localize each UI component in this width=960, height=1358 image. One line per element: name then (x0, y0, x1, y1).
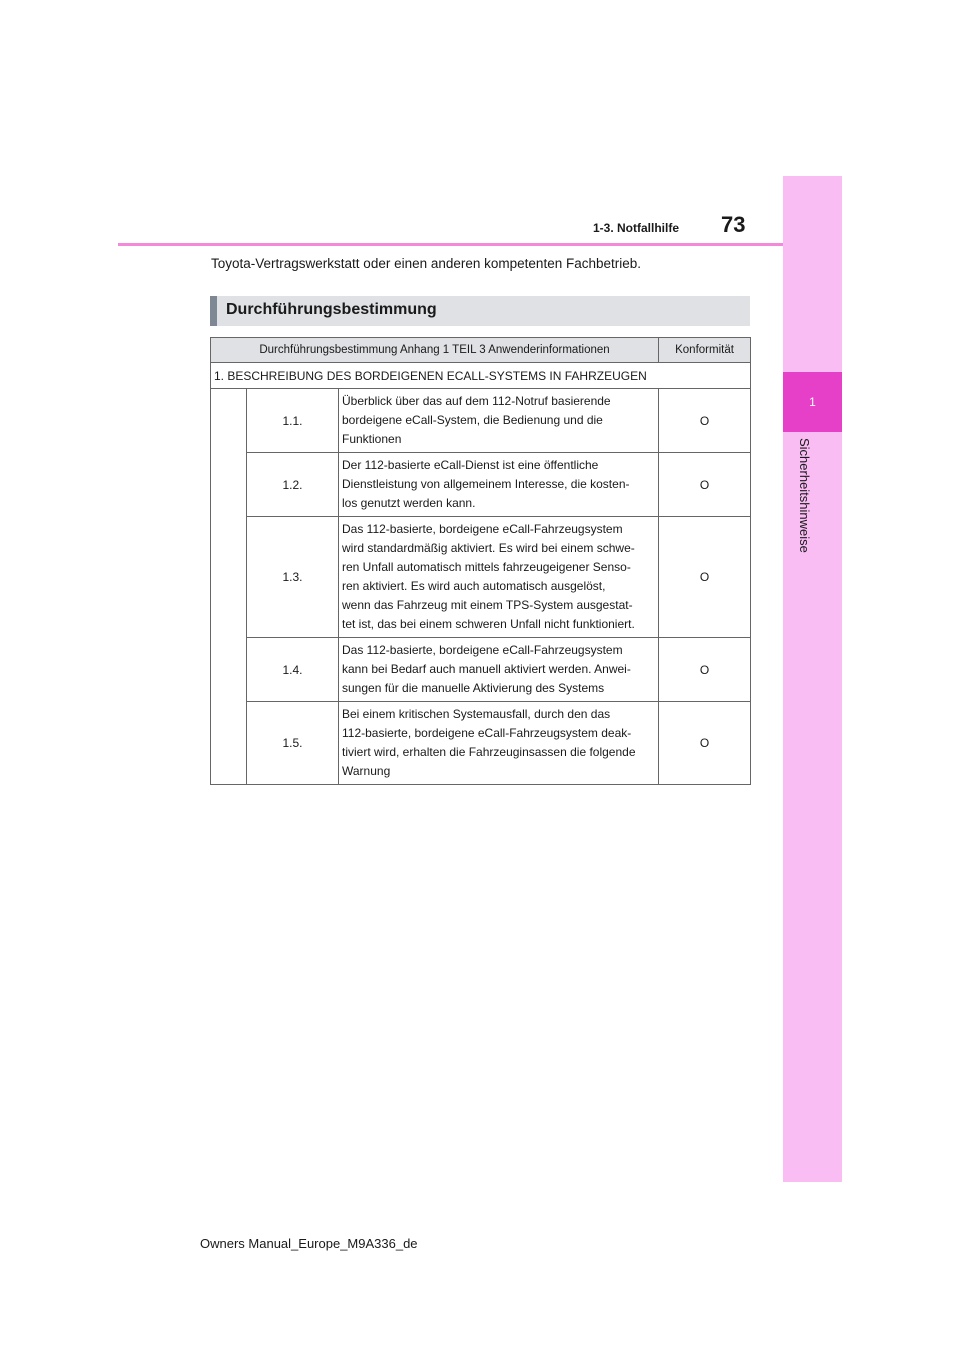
table-indent-cell (211, 389, 247, 785)
row-number: 1.4. (247, 638, 339, 702)
chapter-number-box (783, 372, 842, 432)
footer-text: Owners Manual_Europe_M9A336_de (200, 1236, 418, 1251)
description-line: Das 112-basierte, bordeigene eCall-Fahrzeugsystem (342, 522, 623, 536)
row-number: 1.2. (247, 453, 339, 517)
table-row (211, 702, 751, 785)
description-line: 112-basierte, bordeigene eCall-Fahrzeugsystem deak- (342, 726, 632, 740)
row-conformity: O (659, 702, 751, 785)
table-row (211, 389, 751, 453)
row-description (339, 453, 659, 517)
description-line: kann bei Bedarf auch manuell aktiviert werden. Anwei- (342, 662, 631, 676)
table-header-cell: Konformität (659, 338, 751, 363)
section-title: Durchführungsbestimmung (226, 301, 437, 318)
description-line: wird standardmäßig aktiviert. Es wird bei einem schwe- (342, 541, 635, 555)
row-description (339, 638, 659, 702)
description-line: los genutzt werden kann. (342, 496, 476, 510)
table-group-row (211, 363, 751, 389)
row-number: 1.1. (247, 389, 339, 453)
section-header: 1-3. Notfallhilfe (593, 221, 680, 235)
specification-table (210, 337, 751, 785)
section-title-bar (210, 296, 750, 326)
row-number: 1.5. (247, 702, 339, 785)
table-row (211, 453, 751, 517)
row-conformity: O (659, 453, 751, 517)
description-line: ren Unfall automatisch mittels fahrzeugeigener Senso- (342, 560, 631, 574)
table-row (211, 638, 751, 702)
description-line: Bei einem kritischen Systemausfall, durch den das (342, 707, 611, 721)
row-conformity: O (659, 638, 751, 702)
page-number: 73 (721, 212, 746, 237)
row-description (339, 517, 659, 638)
table-header-row (211, 338, 751, 363)
description-line: tiviert wird, erhalten die Fahrzeuginsassen die folgende (342, 745, 636, 759)
description-line: Dienstleistung von allgemeinem Interesse, die kosten- (342, 477, 630, 491)
table-header-cell: Durchführungsbestimmung Anhang 1 TEIL 3 Anwenderinformationen (211, 338, 659, 363)
row-description (339, 702, 659, 785)
row-conformity: O (659, 389, 751, 453)
chapter-title-vertical: Sicherheitshinweise (797, 438, 812, 553)
description-line: Das 112-basierte, bordeigene eCall-Fahrzeugsystem (342, 643, 623, 657)
row-conformity: O (659, 517, 751, 638)
chapter-number: 1 (809, 395, 816, 409)
table-group-title: 1. BESCHREIBUNG DES BORDEIGENEN ECALL-SYSTEMS IN FAHRZEUGEN (211, 363, 751, 389)
row-description (339, 389, 659, 453)
description-line: sungen für die manuelle Aktivierung des Systems (342, 681, 605, 695)
header-divider (118, 243, 783, 246)
table-row (211, 517, 751, 638)
description-line: ren aktiviert. Es wird auch automatisch ausgelöst, (342, 579, 606, 593)
description-line: Warnung (342, 764, 391, 778)
description-line: wenn das Fahrzeug mit einem TPS-System ausgestat- (342, 598, 633, 612)
side-tab (783, 176, 842, 1182)
description-line: Der 112-basierte eCall-Dienst ist eine öffentliche (342, 458, 599, 472)
description-line: Funktionen (342, 432, 402, 446)
description-line: bordeigene eCall-System, die Bedienung und die (342, 413, 603, 427)
description-line: tet ist, das bei einem schweren Unfall nicht funktioniert. (342, 617, 635, 631)
row-number: 1.3. (247, 517, 339, 638)
description-line: Überblick über das auf dem 112-Notruf basierende (342, 394, 611, 408)
intro-text: Toyota-Vertragswerkstatt oder einen anderen kompetenten Fachbetrieb. (211, 256, 642, 271)
